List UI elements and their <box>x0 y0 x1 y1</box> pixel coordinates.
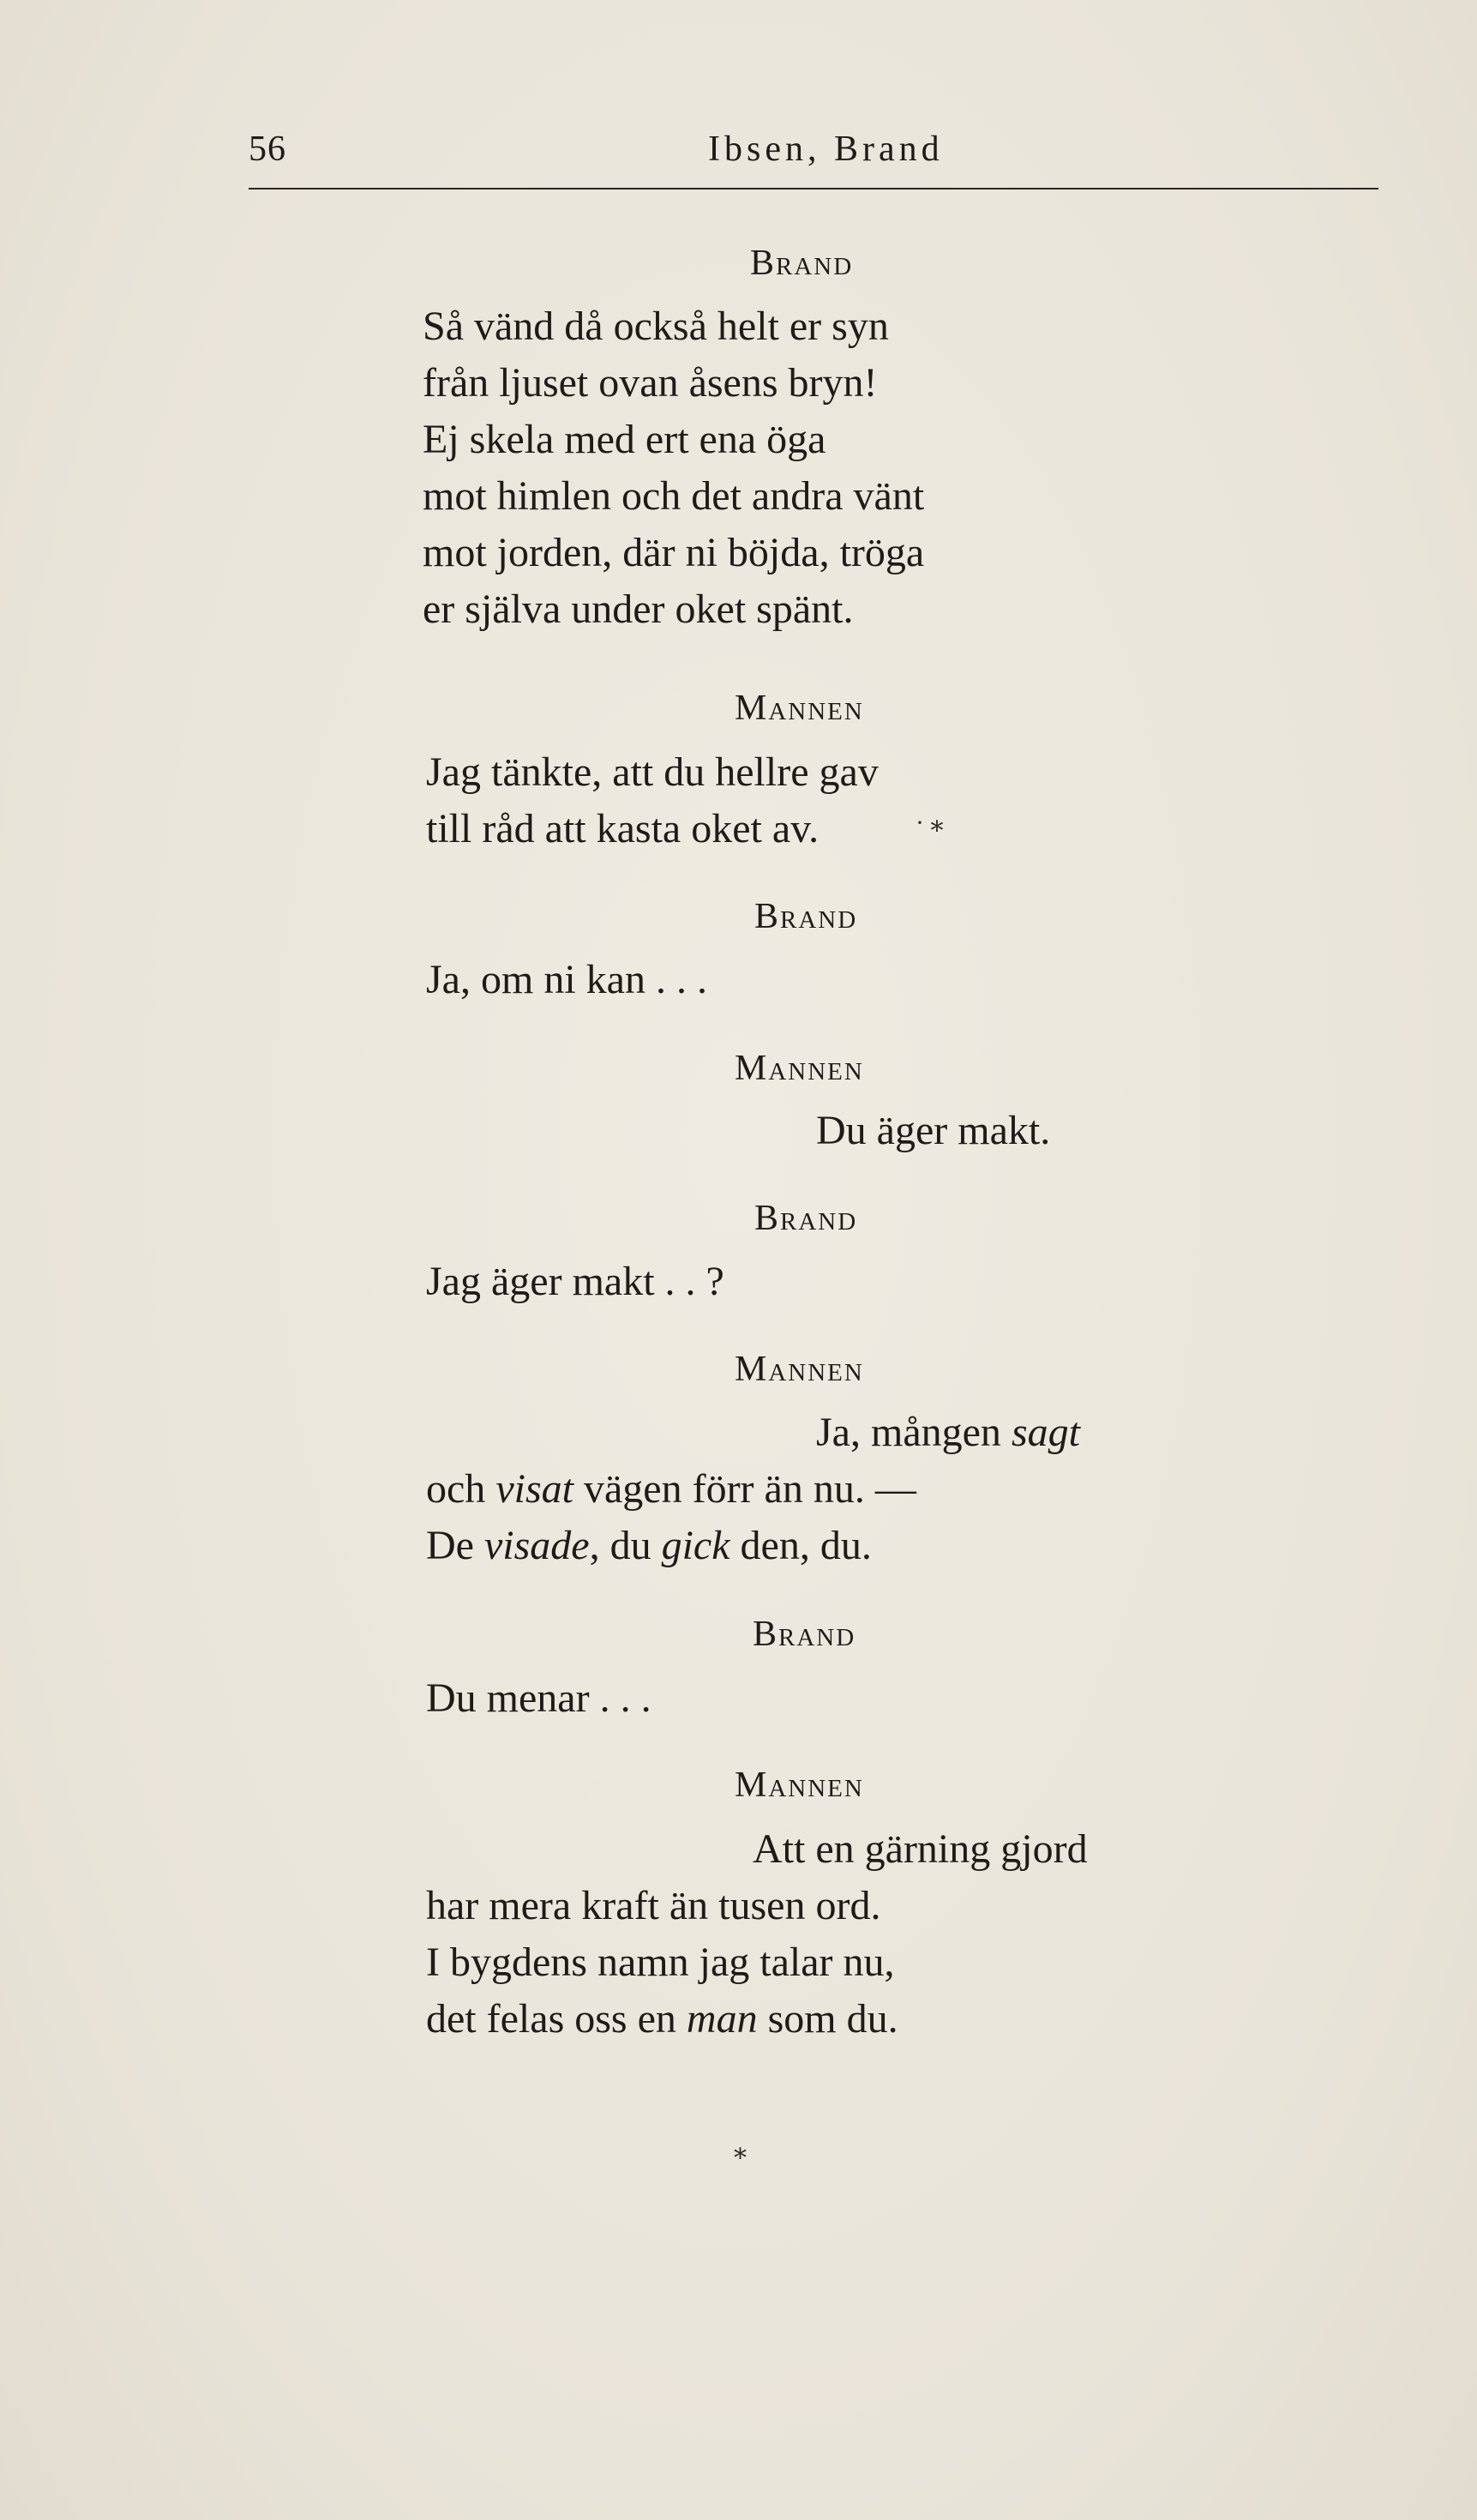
verse-line <box>426 1991 898 2048</box>
verse-text: vägen förr än nu. — <box>573 1466 916 1512</box>
verse-line: Ej skela med ert ena öga <box>423 417 826 462</box>
verse-line: Jag äger makt . . ? <box>426 1259 724 1304</box>
verse-line: mot himlen och det andra vänt <box>423 473 925 519</box>
verse-text: som du. <box>757 1996 898 2042</box>
verse-text: det felas oss en <box>426 1996 687 2042</box>
verse-line: till råd att kasta oket av. <box>426 806 820 851</box>
italic-word: gick <box>661 1523 730 1568</box>
verse-line <box>426 1518 872 1574</box>
italic-word: man <box>686 1996 758 2042</box>
speaker-name: Mannen <box>735 1765 864 1805</box>
verse-text: den, du. <box>729 1523 872 1568</box>
running-head <box>249 129 1378 180</box>
verse-line: Du äger makt. <box>816 1108 1051 1153</box>
header-rule <box>249 188 1378 189</box>
running-title: Ibsen, Brand <box>708 129 944 169</box>
verse-line: Du menar . . . <box>426 1675 651 1721</box>
verse-text: De <box>426 1523 484 1568</box>
verse-line: från ljuset ovan åsens bryn! <box>423 360 878 406</box>
speaker-name: Mannen <box>735 1350 864 1389</box>
footer-ornament: ⁎ <box>734 2136 747 2164</box>
verse-text: , du <box>589 1523 662 1568</box>
verse-line: Att en gärning gjord <box>753 1826 1088 1872</box>
verse-line <box>426 1461 916 1518</box>
speaker-name: Brand <box>750 244 854 283</box>
verse-line: er själva under oket spänt. <box>423 586 854 632</box>
italic-word: visade <box>483 1523 590 1568</box>
speaker-name: Brand <box>754 1199 858 1238</box>
verse-text: och <box>426 1466 496 1512</box>
verse-line: I bygdens namn jag talar nu, <box>426 1940 895 1985</box>
verse-line <box>816 1404 1080 1461</box>
verse-line: Ja, om ni kan . . . <box>426 957 707 1002</box>
page-number: 56 <box>249 129 286 169</box>
verse-line: har mera kraft än tusen ord. <box>426 1883 881 1928</box>
speaker-name: Mannen <box>735 1049 864 1088</box>
verse-line: Så vänd då också helt er syn <box>423 304 889 349</box>
speaker-name: Mannen <box>735 689 864 728</box>
speaker-name: Brand <box>754 897 858 936</box>
stray-mark: · ⁎ <box>916 809 944 837</box>
italic-word: visat <box>495 1466 573 1512</box>
verse-line: mot jorden, där ni böjda, tröga <box>423 530 925 575</box>
verse-text: Ja, mången <box>816 1410 1012 1455</box>
italic-word: sagt <box>1011 1410 1080 1455</box>
verse-line: Jag tänkte, att du hellre gav <box>426 749 879 795</box>
speaker-name: Brand <box>753 1615 856 1654</box>
